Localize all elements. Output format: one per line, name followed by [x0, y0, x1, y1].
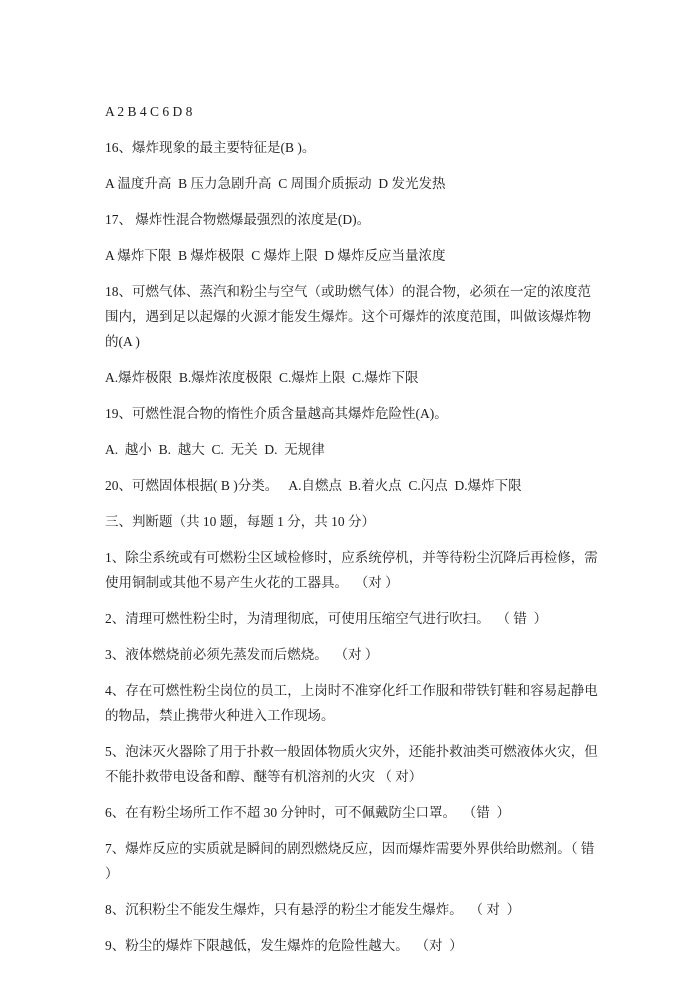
judgment-question-6: 6、在有粉尘场所工作不超 30 分钟时，可不佩戴防尘口罩。 （错 ） [105, 805, 510, 820]
question-18-options: A.爆炸极限 B.爆炸浓度极限 C.爆炸上限 C.爆炸下限 [105, 370, 419, 385]
question-19-options: A. 越小 B. 越大 C. 无关 D. 无规律 [105, 442, 325, 457]
judgment-question-2: 2、清理可燃性粉尘时，为清理彻底，可使用压缩空气进行吹扫。 （ 错 ） [105, 611, 548, 626]
judgment-question-7: 7、爆炸反应的实质就是瞬间的剧烈燃烧反应，因而爆炸需要外界供给助燃剂。（ 错 ） [105, 841, 602, 881]
judgment-question-8: 8、沉积粉尘不能发生爆炸，只有悬浮的粉尘才能发生爆炸。 （ 对 ） [105, 902, 521, 917]
judgment-question-9: 9、粉尘的爆炸下限越低，发生爆炸的危险性越大。 （对 ） [105, 938, 463, 953]
question-16: 16、爆炸现象的最主要特征是(B )。 [105, 140, 316, 155]
question-16-options: A 温度升高 B 压力急剧升高 C 周围介质振动 D 发光发热 [105, 176, 446, 191]
section-title-judgment: 三、判断题（共 10 题，每题 1 分，共 10 分） [105, 514, 375, 529]
question-20: 20、可燃固体根据( B )分类。 A.自燃点 B.着火点 C.闪点 D.爆炸下限 [105, 478, 522, 493]
question-17: 17、 爆炸性混合物燃爆最强烈的浓度是(D)。 [105, 212, 371, 227]
question-19: 19、可燃性混合物的惰性介质含量越高其爆炸危险性(A)。 [105, 406, 448, 421]
judgment-question-1: 1、除尘系统或有可燃粉尘区域检修时，应系统停机，并等待粉尘沉降后再检修，需使用铜制或其他不易产生火花的工器具。 （对 ） [105, 550, 598, 590]
question-18: 18、可燃气体、蒸汽和粉尘与空气（或助燃气体）的混合物，必须在一定的浓度范围内，遇到足以起爆的火源才能发生爆炸。这个可爆炸的浓度范围，叫做该爆炸物的(A ) [105, 284, 591, 349]
judgment-question-5: 5、泡沫灭火器除了用于扑救一般固体物质火灾外，还能扑救油类可燃液体火灾，但不能扑救带电设备和醇、醚等有机溶剂的火灾 （ 对） [105, 744, 598, 784]
question-17-options: A 爆炸下限 B 爆炸极限 C 爆炸上限 D 爆炸反应当量浓度 [105, 248, 446, 263]
answer-options-line: A 2 B 4 C 6 D 8 [105, 104, 193, 119]
judgment-question-3: 3、液体燃烧前必须先蒸发而后燃烧。 （对 ） [105, 647, 379, 662]
judgment-question-4: 4、存在可燃性粉尘岗位的员工，上岗时不准穿化纤工作服和带铁钉鞋和容易起静电的物品，禁止携带火种进入工作现场。 [105, 683, 598, 723]
